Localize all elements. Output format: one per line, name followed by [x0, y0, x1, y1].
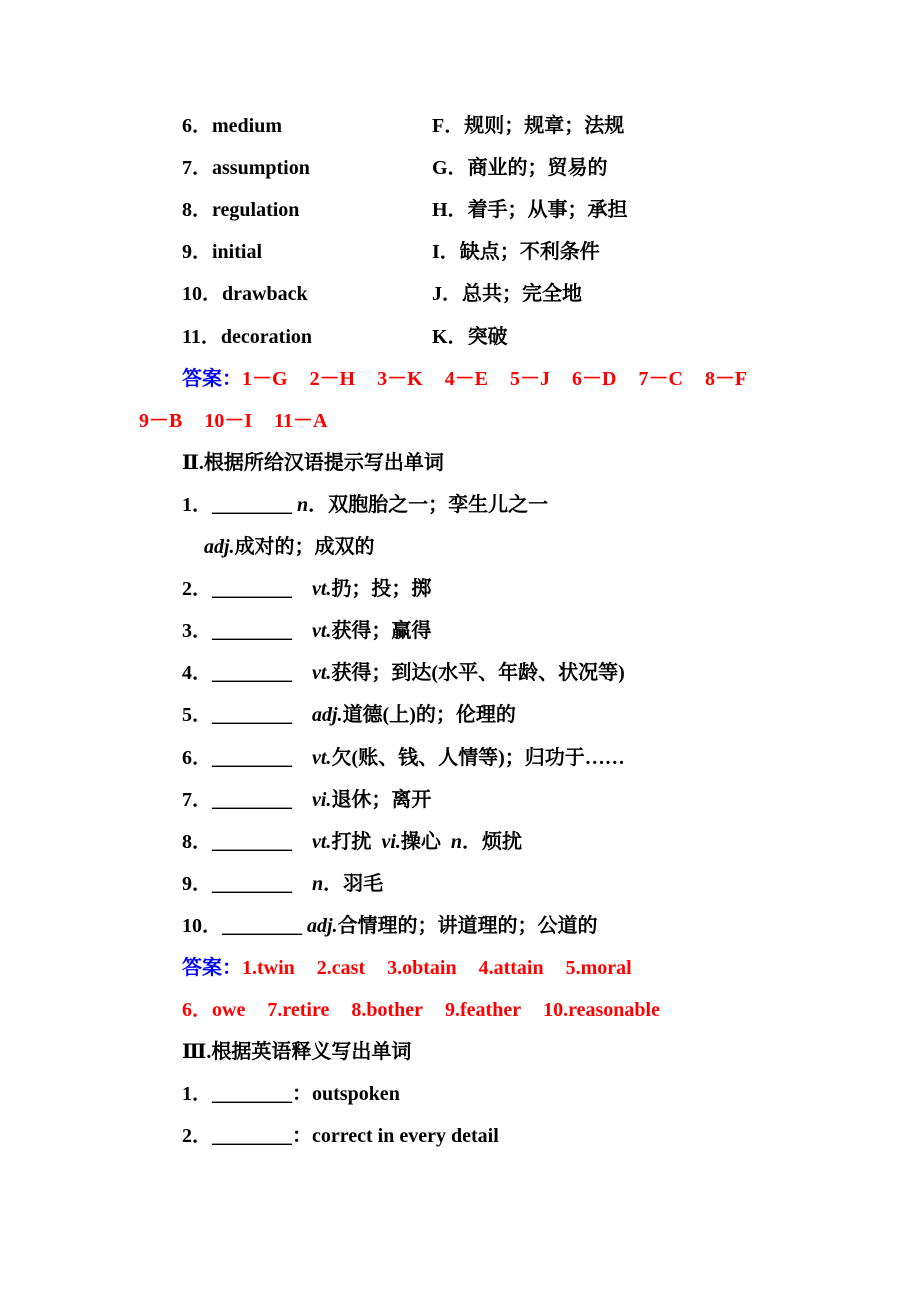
fill-item: [182, 911, 598, 941]
option-letter: G．: [432, 157, 468, 180]
fill-item: [182, 743, 625, 773]
part-of-speech: vi.: [381, 830, 401, 853]
spacer: [292, 662, 312, 684]
answer-blank: ________: [212, 1083, 292, 1106]
definition-text: ：correct in every detail: [292, 1125, 499, 1148]
match-item: [182, 322, 508, 352]
answer-item: 1.twin: [242, 957, 295, 979]
part-of-speech: vt.: [312, 662, 332, 685]
item-number: 9．: [182, 241, 212, 264]
option-letter: J．: [432, 283, 462, 306]
item-number: 7．: [182, 157, 212, 180]
answer-line: [182, 995, 660, 1025]
section-heading: [182, 448, 444, 478]
spacer: [292, 620, 312, 642]
answer-item: 9－B: [139, 409, 183, 432]
option-meaning: 着手；从事；承担: [467, 199, 628, 222]
item-number: 3．: [182, 620, 212, 643]
definition-text: 欠(账、钱、人情等)；归功于……: [331, 746, 625, 769]
option-letter: F．: [432, 115, 465, 137]
answer-item: 7－C: [638, 367, 683, 390]
match-item: [182, 111, 625, 141]
item-meaning-option: [432, 153, 608, 183]
section-title: Ⅱ.根据所给汉语提示写出单词: [182, 451, 444, 474]
item-word: regulation: [212, 199, 300, 222]
answer-label: 答案：: [182, 367, 242, 390]
definition-text: ．烦扰: [462, 830, 522, 853]
answer-item: 10.reasonable: [543, 999, 660, 1022]
option-meaning: 规则；规章；法规: [464, 115, 625, 137]
definition-text: 扔；投；掷: [331, 578, 432, 601]
match-item: [182, 237, 600, 267]
fill-item: [182, 616, 431, 646]
item-number: 10．: [182, 914, 222, 937]
option-meaning: 总共；完全地: [462, 283, 582, 306]
definition-text: 合情理的；讲道理的；公道的: [337, 914, 598, 937]
answer-blank: ________: [212, 578, 292, 601]
item-number: 8．: [182, 830, 212, 853]
definition-continuation: [204, 532, 375, 562]
option-letter: I．: [432, 241, 460, 264]
part-of-speech: n: [297, 493, 309, 516]
spacer: [292, 789, 312, 811]
answer-line: [182, 953, 632, 983]
option-meaning: 商业的；贸易的: [467, 157, 608, 180]
item-number: 4．: [182, 662, 212, 685]
answer-item: 6．owe: [182, 999, 246, 1022]
item-number: 2．: [182, 1125, 212, 1148]
answer-item: 3.obtain: [387, 957, 457, 979]
item-word: assumption: [212, 157, 310, 180]
part-of-speech: n: [450, 830, 462, 853]
definition-text: ：outspoken: [292, 1083, 400, 1106]
spacer: [292, 704, 312, 726]
answer-blank: ________: [212, 493, 292, 516]
definition-text: 退休；离开: [331, 788, 432, 811]
match-item: [182, 195, 628, 225]
match-item: [182, 279, 582, 309]
answer-blank: ________: [212, 830, 292, 853]
item-number: 6．: [182, 746, 212, 769]
answer-blank: ________: [212, 1125, 292, 1148]
part-of-speech: n: [312, 872, 324, 895]
item-word: decoration: [220, 325, 312, 348]
answer-blank: ________: [212, 746, 292, 769]
item-number: 7．: [182, 788, 212, 811]
spacer: [292, 747, 312, 769]
definition-text: 道德(上)的；伦理的: [342, 704, 516, 727]
answer-item: 4－E: [444, 367, 489, 390]
answer-item: 10－I: [204, 409, 253, 432]
fill-item: [182, 490, 548, 520]
option-letter: H．: [432, 199, 468, 222]
answer-blank: ________: [212, 662, 292, 685]
definition-text: 获得；到达(水平、年龄、状况等): [331, 662, 625, 685]
item-number: 1．: [182, 1083, 212, 1106]
item-meaning-option: [432, 322, 508, 352]
answer-item: 11－A: [274, 409, 328, 432]
item-number: 6．: [182, 115, 212, 137]
answer-blank: ________: [212, 704, 292, 727]
answer-label: 答案：: [182, 957, 242, 979]
fill-item: [182, 827, 522, 857]
definition-text: 获得；赢得: [331, 620, 432, 643]
part-of-speech: adj.: [312, 704, 343, 727]
answer-blank: ________: [212, 620, 292, 643]
option-meaning: 突破: [467, 325, 508, 348]
fill-item: [182, 574, 431, 604]
fill-item: [182, 658, 625, 688]
definition-text: ．双胞胎之一；孪生儿之一: [308, 493, 549, 516]
match-item: [182, 153, 608, 183]
answer-item: 5－J: [510, 367, 551, 390]
fill-item: [182, 869, 383, 899]
definition-item: [182, 1079, 400, 1109]
part-of-speech: vt.: [312, 830, 332, 853]
definition-text: 操心: [400, 830, 451, 853]
answer-line: [182, 364, 747, 394]
part-of-speech: adj.: [307, 914, 338, 937]
item-number: 2．: [182, 578, 212, 601]
part-of-speech: vt.: [312, 746, 332, 769]
answer-item: 1－G: [242, 367, 288, 390]
item-meaning-option: [432, 111, 624, 141]
item-meaning-option: [432, 195, 628, 225]
answer-item: 6－D: [572, 367, 617, 390]
answer-blank: ________: [212, 788, 292, 811]
item-meaning-option: [432, 237, 600, 267]
answer-item: 9.feather: [445, 999, 522, 1022]
answer-blank: ________: [222, 914, 302, 937]
part-of-speech: adj.: [204, 536, 235, 558]
item-number: 9．: [182, 872, 212, 895]
definition-text: 打扰: [331, 830, 382, 853]
answer-item: 2－H: [309, 367, 356, 390]
answer-item: 3－K: [377, 367, 423, 390]
part-of-speech: vt.: [312, 578, 332, 601]
item-number: 10．: [182, 283, 222, 306]
option-letter: K．: [432, 325, 468, 348]
section-title: Ⅲ.根据英语释义写出单词: [182, 1041, 412, 1064]
option-meaning: 缺点；不利条件: [459, 241, 600, 264]
definition-text: ．羽毛: [323, 872, 384, 895]
fill-item: [182, 785, 431, 815]
item-number: 5．: [182, 704, 212, 727]
item-number: 8．: [182, 199, 212, 222]
answer-item: 7.retire: [267, 999, 330, 1022]
item-number: 1．: [182, 493, 212, 516]
item-word: drawback: [222, 283, 308, 306]
fill-item: [182, 700, 516, 730]
answer-item: 8－F: [704, 367, 748, 390]
part-of-speech: vi.: [312, 788, 332, 811]
item-meaning-option: [432, 279, 582, 309]
definition-text: 成对的；成双的: [234, 536, 375, 558]
item-word: initial: [212, 241, 263, 264]
answer-line: [139, 406, 327, 436]
answer-item: 2.cast: [316, 957, 366, 979]
item-word: medium: [212, 115, 282, 137]
definition-item: [182, 1121, 499, 1151]
part-of-speech: vt.: [312, 620, 332, 643]
item-number: 11．: [182, 325, 221, 348]
answer-blank: ________: [212, 872, 292, 895]
spacer: [292, 578, 312, 600]
spacer: [292, 831, 312, 853]
answer-item: 5.moral: [565, 957, 632, 979]
answer-item: 8.bother: [351, 999, 424, 1022]
section-heading: [182, 1037, 411, 1067]
answer-item: 4.attain: [478, 957, 544, 979]
spacer: [292, 873, 312, 895]
